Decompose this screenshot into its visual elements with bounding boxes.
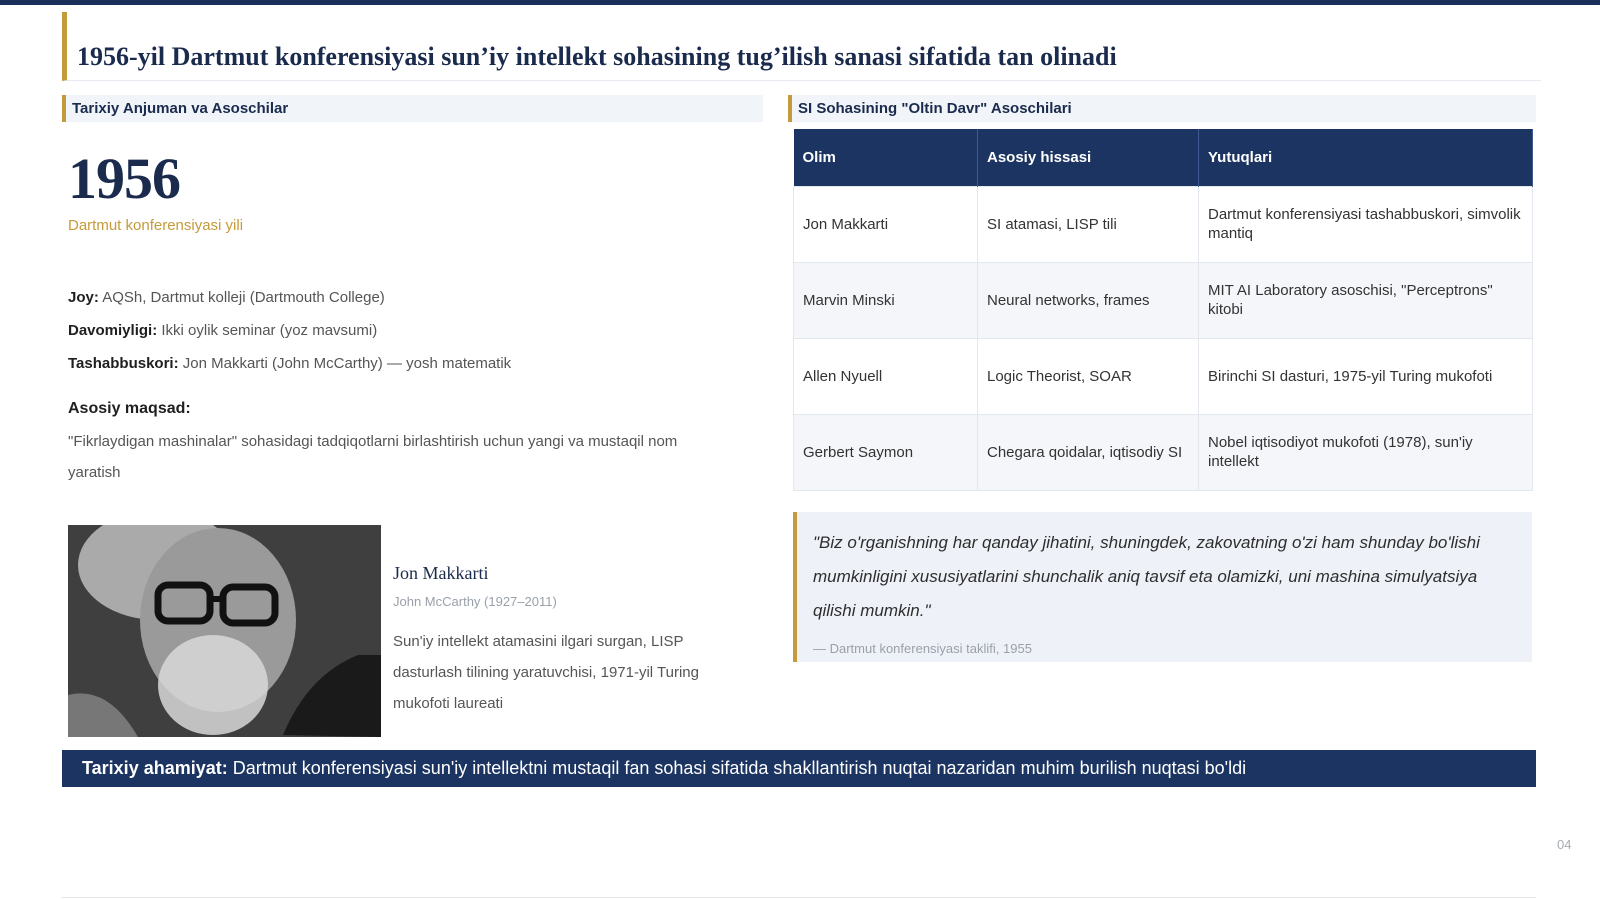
- table-cell: SI atamasi, LISP tili: [978, 186, 1199, 262]
- banner-text: Dartmut konferensiyasi sun'iy intellektni mustaqil fan sohasi sifatida shakllantirish nuqtai nazaridan muhim burilish nuqtasi bo'ldi: [227, 758, 1247, 778]
- fact-label: Tashabbuskori:: [68, 355, 179, 372]
- fact-initiator: [68, 353, 728, 386]
- table-cell: Neural networks, frames: [978, 262, 1199, 338]
- table-cell: Birinchi SI dasturi, 1975-yil Turing mukofoti: [1199, 338, 1533, 414]
- column-header-olim: Olim: [794, 129, 978, 186]
- right-section-heading: SI Sohasining "Oltin Davr" Asoschilari: [788, 95, 1536, 122]
- goal-text: "Fikrlaydigan mashinalar" sohasidagi tadqiqotlarni birlashtirish uchun yangi va mustaqil nom yaratish: [68, 433, 678, 481]
- year-highlight: 1956: [68, 146, 180, 211]
- quote-source: — Dartmut konferensiyasi taklifi, 1955: [813, 641, 1032, 656]
- banner-label: Tarixiy ahamiyat:: [82, 758, 228, 778]
- fact-value: AQSh, Dartmut kolleji (Dartmouth College): [102, 289, 385, 306]
- facts-list: [68, 287, 728, 386]
- table-row: [794, 186, 1533, 262]
- page-title: 1956-yil Dartmut konferensiyasi sun’iy intellekt sohasining tug’ilish sanasi sifatida tan olinadi: [77, 42, 1117, 71]
- table-cell: Gerbert Saymon: [794, 414, 978, 490]
- table-cell: Jon Makkarti: [794, 186, 978, 262]
- left-section-heading: Tarixiy Anjuman va Asoschilar: [62, 95, 763, 122]
- portrait-photo: [68, 525, 381, 737]
- column-header-yutuqlari: Yutuqlari: [1199, 129, 1533, 186]
- bio-description: Sun'iy intellekt atamasini ilgari surgan, LISP dasturlash tilining yaratuvchisi, 1971-yil Turing mukofoti laureati: [393, 633, 699, 712]
- quote-text: "Biz o'rganishning har qanday jihatini, shuningdek, zakovatning o'zi ham shunday bo'lishi mumkinligini xususiyatlarini shunchalik aniq tavsif eta olamizki, uni mashina simulyatsiya qilishi mumkin.": [813, 533, 1480, 620]
- table-row: [794, 338, 1533, 414]
- table-cell: Allen Nyuell: [794, 338, 978, 414]
- table-cell: MIT AI Laboratory asoschisi, "Perceptrons" kitobi: [1199, 262, 1533, 338]
- bio-years: John McCarthy (1927–2011): [393, 594, 557, 609]
- year-caption: Dartmut konferensiyasi yili: [68, 217, 244, 234]
- top-accent-bar: [0, 0, 1600, 5]
- fact-value: Ikki oylik seminar (yoz mavsumi): [161, 322, 378, 339]
- table-cell: Chegara qoidalar, iqtisodiy SI: [978, 414, 1199, 490]
- quote-box: [793, 512, 1532, 662]
- goal-label: Asosiy maqsad:: [68, 400, 191, 417]
- significance-banner: [62, 750, 1536, 787]
- table-cell: Nobel iqtisodiyot mukofoti (1978), sun'iy intellekt: [1199, 414, 1533, 490]
- founders-table: [793, 129, 1533, 491]
- table-header-row: [794, 129, 1533, 186]
- bottom-divider: [62, 897, 1536, 898]
- table-cell: Marvin Minski: [794, 262, 978, 338]
- table-row: [794, 414, 1533, 490]
- page-number: 04: [1557, 837, 1572, 852]
- bio-name: Jon Makkarti: [393, 563, 489, 583]
- column-header-hissasi: Asosiy hissasi: [978, 129, 1199, 186]
- table-cell: Logic Theorist, SOAR: [978, 338, 1199, 414]
- fact-location: [68, 287, 728, 320]
- title-block: [62, 12, 1541, 81]
- fact-duration: [68, 320, 728, 353]
- table-row: [794, 262, 1533, 338]
- fact-label: Davomiyligi:: [68, 322, 158, 339]
- fact-label: Joy:: [68, 289, 99, 306]
- fact-value: Jon Makkarti (John McCarthy) — yosh matematik: [182, 355, 512, 372]
- table-cell: Dartmut konferensiyasi tashabbuskori, simvolik mantiq: [1199, 186, 1533, 262]
